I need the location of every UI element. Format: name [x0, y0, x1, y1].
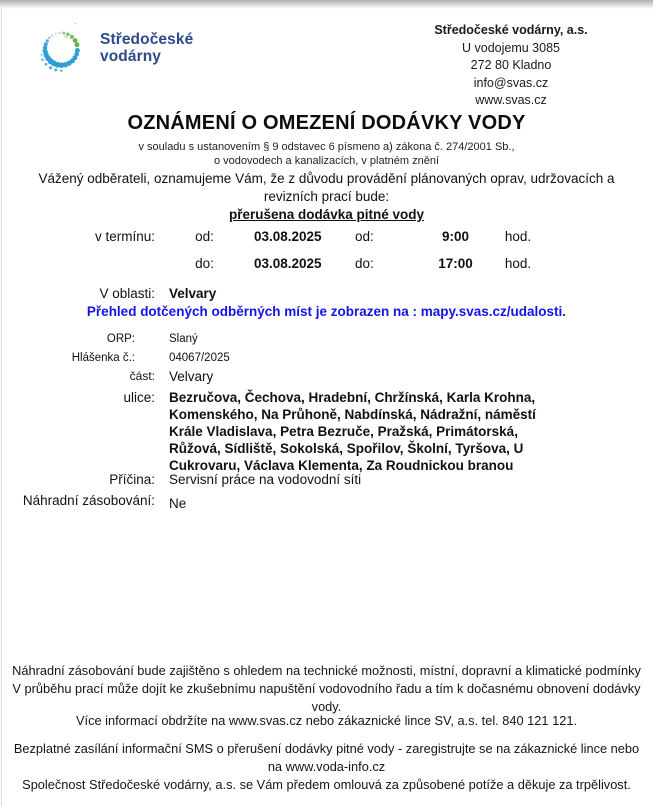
- term-label-spacer: [0, 256, 155, 271]
- orp-row: [0, 331, 653, 348]
- time-from-value: 9:00: [441, 229, 470, 244]
- company-city: 272 80 Kladno: [470, 58, 552, 72]
- footer-apology: Společnost Středočeské vodárny, a.s. se Vám předem omlouvá za způsobené potíže a děkuje za trpělivost.: [22, 777, 631, 792]
- date-from-label: od:: [195, 229, 214, 244]
- term-row-to: [0, 256, 653, 271]
- time-to-label: do:: [355, 256, 374, 271]
- substitute-supply-row: [0, 492, 653, 512]
- term-row-from: [0, 229, 653, 244]
- report-number-value: 04067/2025: [169, 352, 230, 364]
- area-row: [0, 285, 653, 302]
- time-to-value: 17:00: [438, 256, 473, 271]
- report-number-label: Hlášenka č.:: [71, 352, 135, 364]
- part-label: část:: [129, 369, 155, 383]
- date-to-label: do:: [195, 256, 214, 271]
- intro-paragraph: Vážený odběrateli, oznamujeme Vám, že z důvodu provádění plánovaných oprav, udržovacích a revizních prací bude:: [38, 171, 615, 204]
- streets-row: [0, 389, 653, 474]
- legal-reference: [0, 141, 653, 168]
- report-number-row: [0, 350, 653, 367]
- footer-sms-info: Bezplatné zasílání informační SMS o přerušení dodávky pitné vody - zaregistrujte se na zákaznické lince nebo na www.voda-info.cz: [13, 741, 640, 774]
- part-row: [0, 368, 653, 385]
- scan-speck: ´: [74, 22, 77, 32]
- date-to-value: 03.08.2025: [254, 256, 322, 271]
- streets-value: Bezručova, Čechova, Hradební, Chržínská, Karla Krohna, Komenského, Na Průhoně, Nabdínská, Nádražní, náměstí Krále Vladislava, Petra Bezruče, Pražská, Primátorská, Růžová, Sídliště, Sokolská, Spořilov, Školní, Tyršova, U Cukrovaru, Václava Klementa, Za Roudnickou branou: [169, 390, 536, 473]
- logo-line1: Středočeské: [100, 31, 194, 48]
- page-top-edge-shadow: [0, 0, 653, 9]
- cause-label: Příčina:: [109, 472, 155, 487]
- time-to-unit: hod.: [504, 256, 532, 271]
- cause-value: Servisní práce na vodovodní síti: [169, 472, 362, 487]
- term-label: v termínu:: [94, 229, 155, 244]
- company-logo: [37, 20, 193, 110]
- orp-value: Slaný: [169, 333, 198, 345]
- part-value: Velvary: [169, 369, 214, 384]
- company-logo-icon: [37, 20, 91, 78]
- map-link[interactable]: Přehled dotčených odběrných míst je zobrazen na : mapy.svas.cz/udalosti.: [86, 304, 567, 319]
- company-street: U vodojemu 3085: [462, 40, 560, 55]
- interruption-heading: přerušena dodávka pitné vody: [228, 207, 425, 222]
- company-name: Středočeské vodárny, a.s.: [434, 23, 588, 37]
- substitute-supply-value: Ne: [169, 496, 187, 511]
- footer-substitute-note: Náhradní zásobování bude zajištěno s ohledem na technické možnosti, místní, dopravní a klimatické podmínky V průběhu prací může dojít ke zkušebnímu napuštění vodovodního řadu a tím k dočasnému obnovení dodávky vody.: [12, 663, 641, 714]
- substitute-supply-label: Náhradní zásobování:: [22, 493, 155, 508]
- time-from-unit: hod.: [504, 229, 532, 244]
- header: [37, 20, 611, 110]
- logo-line2: vodárny: [100, 48, 161, 65]
- area-label: V oblasti:: [99, 286, 155, 301]
- legal-line2: o vodovodech a kanalizacích, v platném znění: [213, 154, 440, 167]
- company-logo-text: [100, 20, 193, 110]
- company-email: info@svas.cz: [473, 75, 549, 90]
- time-from-label: od:: [355, 229, 374, 244]
- company-website: www.svas.cz: [475, 93, 547, 107]
- legal-line1: v souladu s ustanovením § 9 odstavec 6 písmeno a) zákona č. 274/2001 Sb.,: [138, 141, 515, 153]
- footer-more-info: Více informací obdržíte na www.svas.cz nebo zákaznické lince SV, a.s. tel. 840 121 121.: [75, 713, 577, 728]
- orp-label: ORP:: [106, 333, 135, 345]
- date-from-value: 03.08.2025: [254, 229, 322, 244]
- streets-label: ulice:: [123, 390, 155, 405]
- company-address-block: [411, 22, 611, 110]
- notice-title: OZNÁMENÍ O OMEZENÍ DODÁVKY VODY: [127, 112, 526, 134]
- cause-row: [0, 471, 653, 488]
- area-value: Velvary: [169, 286, 217, 301]
